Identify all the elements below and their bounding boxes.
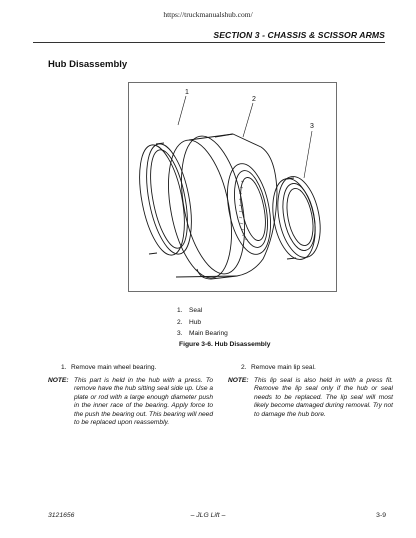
legend-number: 3. [177, 330, 183, 338]
legend-number: 2. [177, 318, 183, 326]
callout-3: 3 [310, 123, 314, 130]
step-text: Remove main wheel bearing. [71, 364, 157, 371]
seal-drawing [132, 140, 200, 259]
step-number: 2. [241, 364, 247, 371]
note-text: This lip seal is also held in with a press fit. Remove the lip seal only if the hub or seal needs to be replaced. The lip seal will most likely become damaged during removal. Try not to damage the hub bore. [254, 376, 393, 418]
legend-item-seal [177, 305, 228, 317]
left-column [48, 364, 213, 427]
hub-exploded-drawing [129, 83, 338, 293]
source-url[interactable]: https://truckmanualshub.com/ [163, 10, 253, 19]
figure-caption: Figure 3-6. Hub Disassembly [179, 341, 271, 348]
right-column [228, 364, 393, 419]
footer-doc-number: 3121656 [48, 512, 75, 519]
callout-1: 1 [185, 89, 189, 96]
hub-drawing [158, 131, 277, 283]
step-text: Remove main lip seal. [251, 364, 316, 371]
step-remove-bearing [61, 364, 213, 372]
legend-label: Hub [189, 318, 202, 326]
footer-page-number: 3-9 [376, 512, 386, 519]
note-lip-seal [228, 377, 393, 419]
legend-label: Seal [189, 307, 203, 314]
legend-item-hub [177, 317, 228, 329]
legend-number: 1. [177, 307, 183, 314]
header-rule [33, 42, 385, 43]
note-text: This part is held in the hub with a press. To remove have the hub sitting seal side up. Use a plate or rod with a large enough diameter push in the inner race of the bearing. Apply force to the push the bearing out. This bearing will need to be replaced upon reassembly. [74, 376, 213, 426]
figure-legend [177, 305, 228, 340]
main-bearing-drawing [267, 173, 327, 263]
step-number: 1. [61, 364, 67, 371]
step-remove-lip-seal [241, 364, 393, 372]
footer-brand: – JLG Lift – [190, 512, 226, 519]
section-header: SECTION 3 - CHASSIS & SCISSOR ARMS [213, 30, 385, 40]
legend-item-main-bearing [177, 328, 228, 340]
legend-label: Main Bearing [189, 330, 228, 338]
note-label: NOTE: [48, 376, 69, 384]
hub-disassembly-figure [128, 82, 337, 292]
page-heading: Hub Disassembly [48, 59, 128, 70]
note-label: NOTE: [228, 376, 249, 384]
callout-2: 2 [252, 96, 256, 103]
note-bearing [48, 377, 213, 427]
